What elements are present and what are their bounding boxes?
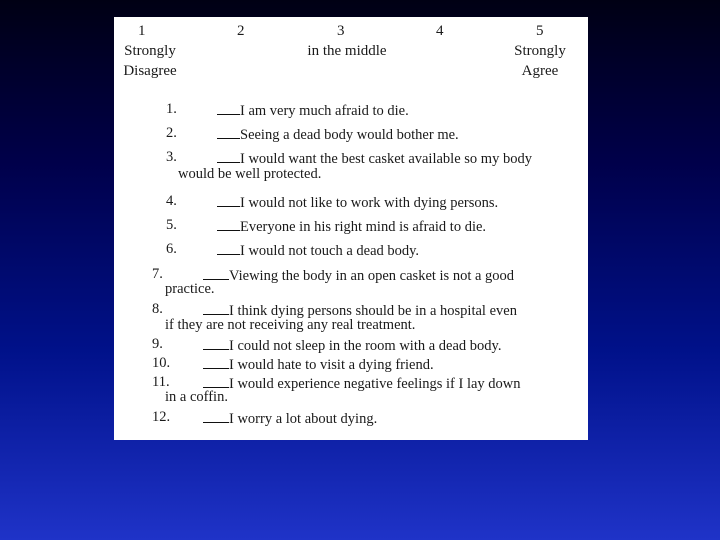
item-text: I would want the best casket available so my body — [240, 151, 532, 167]
item-text: Viewing the body in an open casket is not a good — [229, 268, 515, 284]
item-text: I would not like to work with dying persons. — [240, 195, 499, 211]
item-text-continued: in a coffin. — [165, 389, 228, 405]
answer-blank[interactable] — [217, 149, 240, 163]
item-number: 1. — [166, 101, 177, 117]
item-number: 9. — [152, 336, 163, 352]
item-number: 6. — [166, 241, 177, 257]
answer-blank[interactable] — [203, 374, 229, 388]
item-text-continued: practice. — [165, 281, 215, 297]
answer-blank[interactable] — [217, 217, 240, 231]
scale-point-1-label: Strongly — [124, 43, 176, 59]
answer-blank[interactable] — [217, 193, 240, 207]
item-number: 7. — [152, 266, 163, 282]
answer-blank[interactable] — [203, 301, 229, 315]
item-number: 4. — [166, 193, 177, 209]
answer-blank[interactable] — [217, 241, 240, 255]
item-text: I could not sleep in the room with a dead body. — [229, 338, 502, 354]
item-number: 12. — [152, 409, 171, 425]
scale-point-1-number: 1 — [138, 23, 146, 39]
answer-blank[interactable] — [217, 125, 240, 139]
answer-blank[interactable] — [217, 101, 240, 115]
item-number: 11. — [152, 374, 170, 390]
item-text-continued: if they are not receiving any real treatment. — [165, 317, 416, 333]
answer-blank[interactable] — [203, 266, 229, 280]
answer-blank[interactable] — [203, 355, 229, 369]
scale-point-5-label-line2: Agree — [521, 63, 559, 79]
scale-point-3-label: in the middle — [307, 43, 387, 59]
item-text: I would not touch a dead body. — [240, 243, 420, 259]
item-text-continued: would be well protected. — [178, 166, 322, 182]
item-number: 5. — [166, 217, 177, 233]
item-text: I would experience negative feelings if I lay down — [229, 376, 521, 392]
item-number: 8. — [152, 301, 163, 317]
item-text: I worry a lot about dying. — [229, 411, 378, 427]
item-text: Seeing a dead body would bother me. — [240, 127, 459, 143]
scale-point-5-label: Strongly — [514, 43, 566, 59]
answer-blank[interactable] — [203, 336, 229, 350]
scale-point-3-number: 3 — [337, 23, 345, 39]
item-number: 10. — [152, 355, 171, 371]
item-number: 3. — [166, 149, 177, 165]
item-text: I am very much afraid to die. — [240, 103, 409, 119]
questionnaire-page — [114, 17, 588, 440]
scale-point-4-number: 4 — [436, 23, 444, 39]
item-text: I would hate to visit a dying friend. — [229, 357, 434, 373]
answer-blank[interactable] — [203, 409, 229, 423]
scale-point-5-number: 5 — [536, 23, 544, 39]
item-text: I think dying persons should be in a hospital even — [229, 303, 517, 319]
item-text: Everyone in his right mind is afraid to die. — [240, 219, 487, 235]
item-number: 2. — [166, 125, 177, 141]
scale-point-2-number: 2 — [237, 23, 245, 39]
scale-point-1-label-line2: Disagree — [123, 63, 177, 79]
